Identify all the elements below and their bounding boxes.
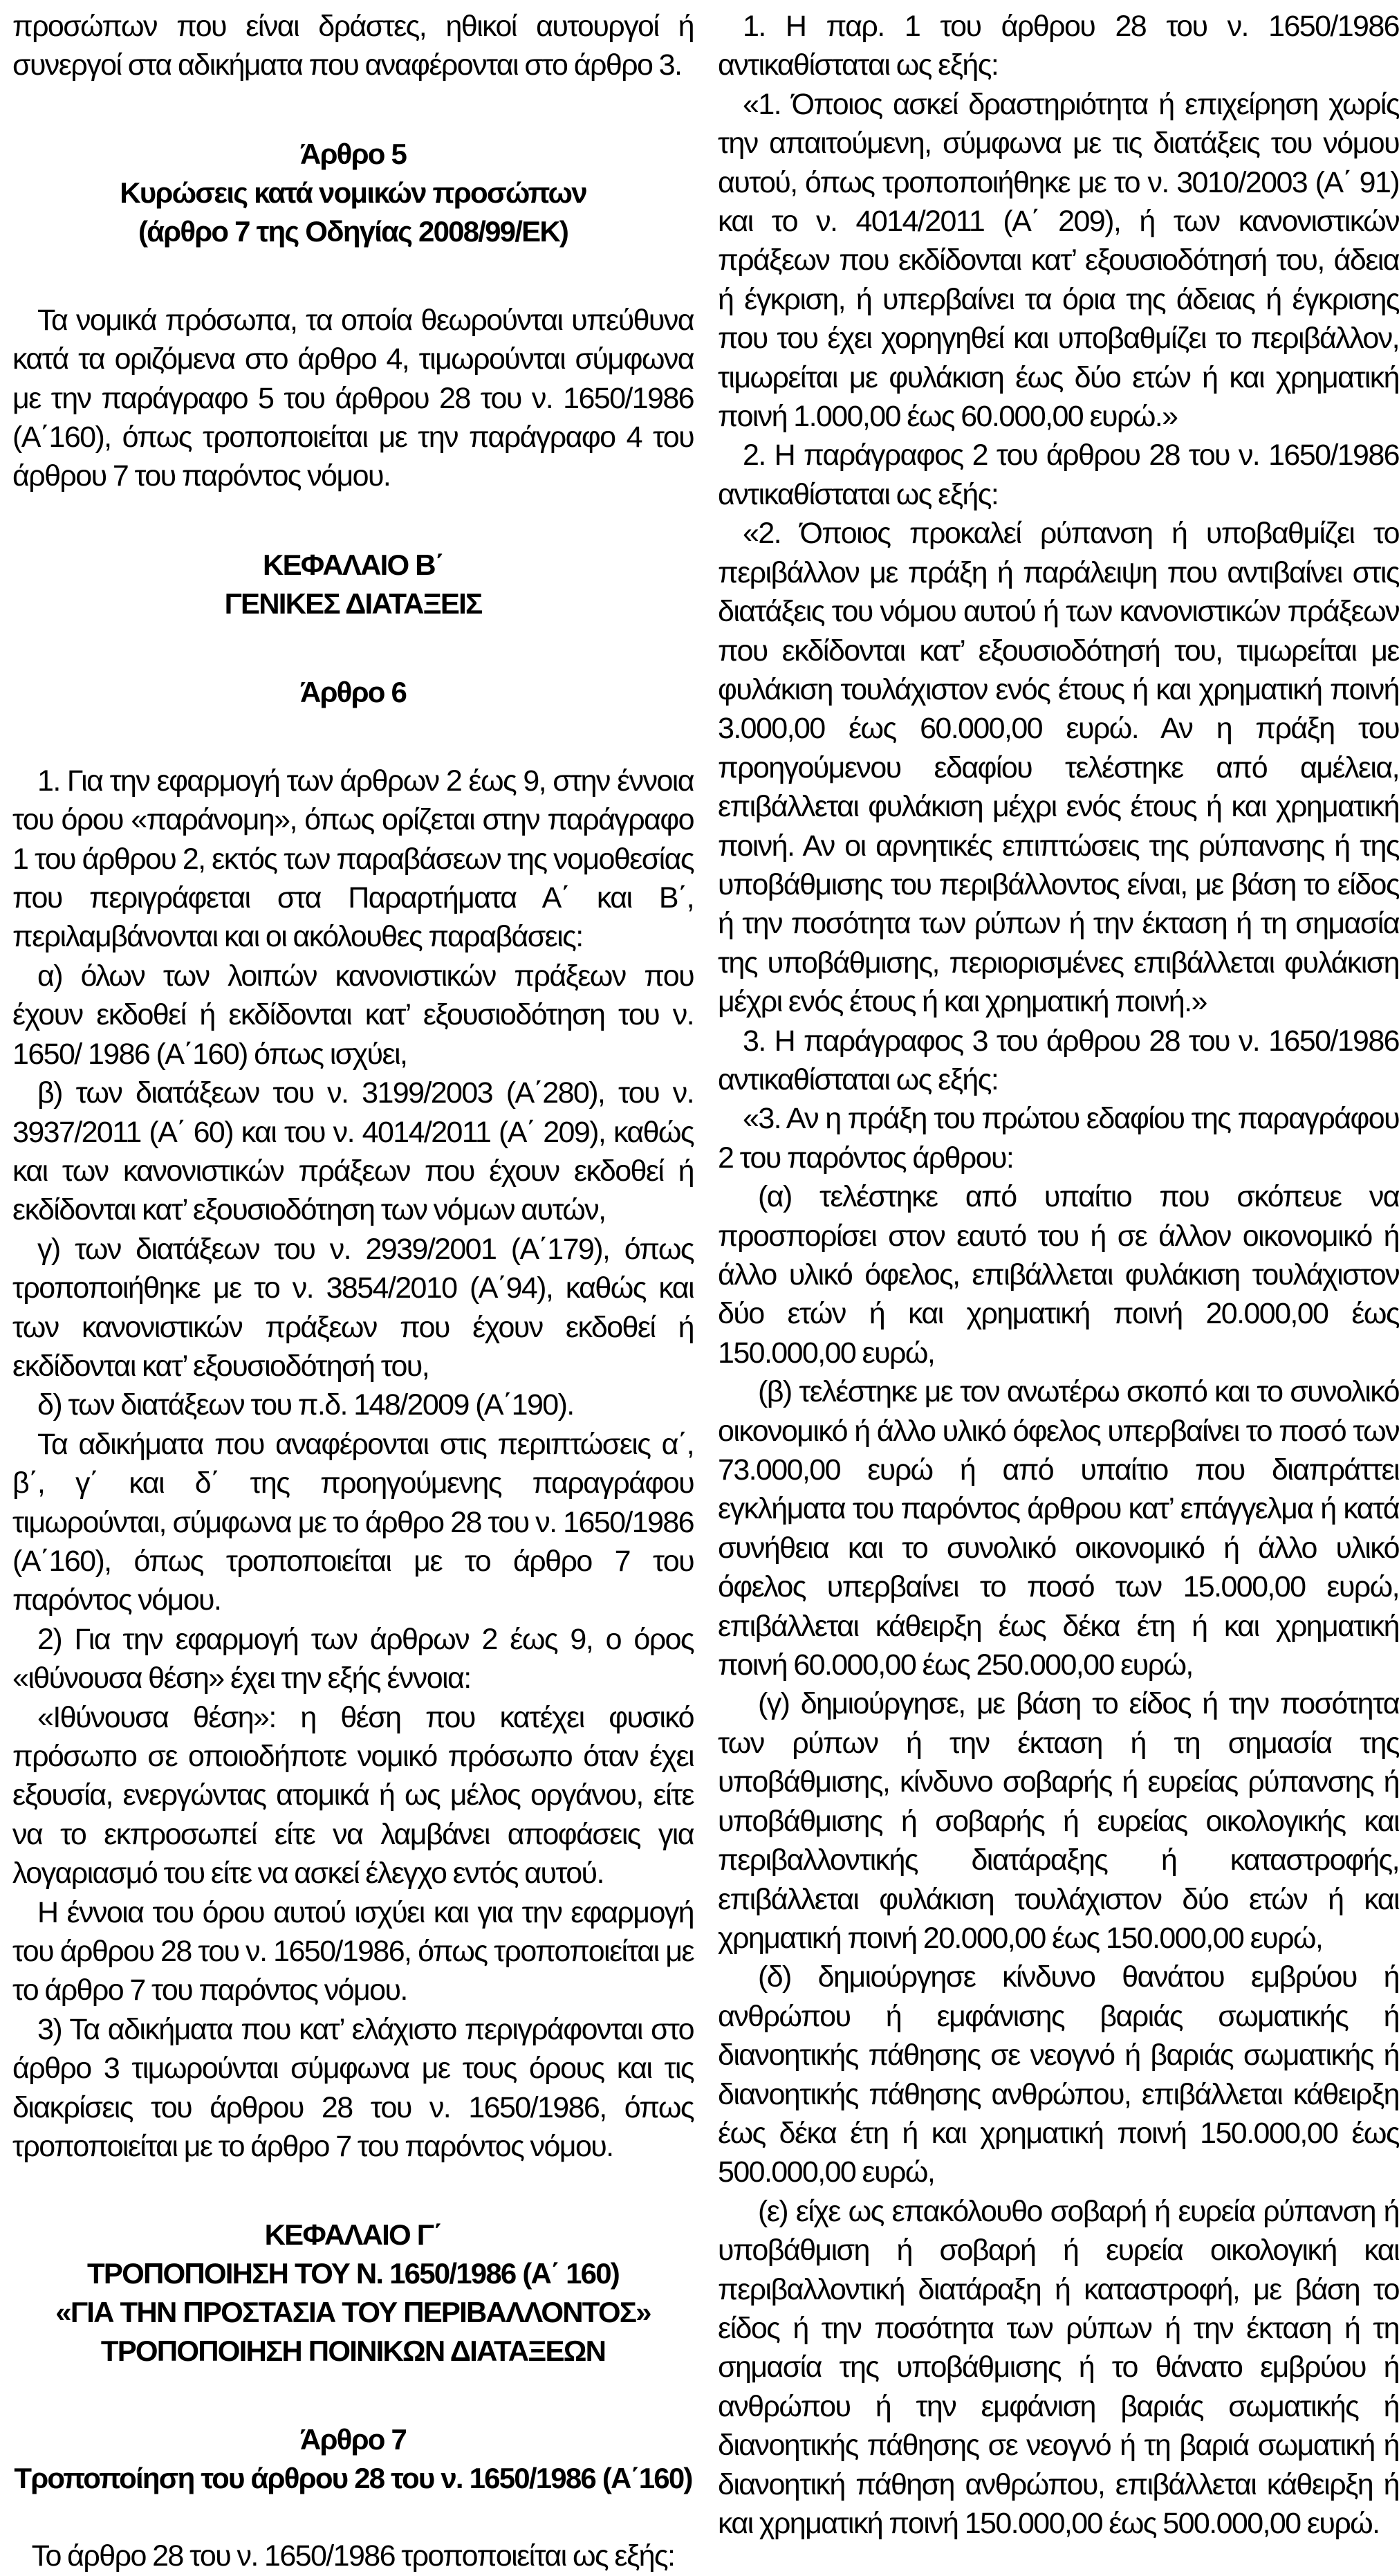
article-7-subtitle: Τροποποίηση του άρθρου 28 του ν. 1650/1986 (Α΄160) bbox=[14, 2462, 692, 2495]
article-7-heading bbox=[12, 2420, 694, 2498]
chapter-c-line: «ΓΙΑ ΤΗΝ ΠΡΟΣΤΑΣΙΑ ΤΟΥ ΠΕΡΙΒΑΛΛΟΝΤΟΣ» bbox=[55, 2296, 651, 2329]
amendment-paragraph: «3. Αν η πράξη του πρώτου εδαφίου της παραγράφου 2 του παρόντος άρθρου: bbox=[718, 1102, 1399, 1175]
article-6-title: Άρθρο 6 bbox=[299, 675, 407, 708]
article-6-paragraph: Τα αδικήματα που αναφέρονται στις περιπτώσεις α΄, β΄, γ΄ και δ΄ της προηγούμενης παραγράφου τιμωρούνται, σύμφωνα με το άρθρο 28 του ν. 1650/1986 (Α΄160), όπως τροποποιείται με το άρθρο 7 του παρόντος νόμου. bbox=[12, 1427, 694, 1617]
article-6-paragraph: 3) Τα αδικήματα που κατ’ ελάχιστο περιγράφονται στο άρθρο 3 τιμωρούνται σύμφωνα με τους όρους και τις διακρίσεις του άρθρου 28 του ν. 1650/1986, όπως τροποποιείται με το άρθρο 7 του παρόντος νόμου. bbox=[12, 2012, 694, 2164]
article-5-heading bbox=[12, 135, 694, 251]
article-7-title: Άρθρο 7 bbox=[299, 2423, 407, 2456]
chapter-b-title: ΚΕΦΑΛΑΙΟ Β΄ bbox=[263, 548, 443, 581]
amendment-case-e: (ε) είχε ως επακόλουθο σοβαρή ή ευρεία ρύπανση ή υποβάθμιση ή σοβαρή ή ευρεία οικολογική και περιβαλλοντική διατάραξη ή καταστροφή, με βάση το είδος ή την ποσότητα των ρύπων ή την έκταση ή τη σημασία της υποβάθμισης ή το θάνατο εμβρύου ή ανθρώπου ή την εμφάνιση βαριάς σωματικής ή διανοητικής πάθησης σε νεογνό ή τη βαριά σωματική ή διανοητική πάθηση ανθρώπου, επιβάλλεται κάθειρξη ή και χρηματική ποινή 150.000,00 έως 500.000,00 ευρώ. bbox=[718, 2194, 1399, 2540]
article-6-paragraph: Η έννοια του όρου αυτού ισχύει και για την εφαρμογή του άρθρου 28 του ν. 1650/1986, όπως τροποποιείται με το άρθρο 7 του παρόντος νόμου. bbox=[12, 1895, 694, 2007]
chapter-c-line: ΤΡΟΠΟΠΟΙΗΣΗ ΠΟΙΝΙΚΩΝ ΔΙΑΤΑΞΕΩΝ bbox=[100, 2335, 606, 2368]
amendment-paragraph: «2. Όποιος προκαλεί ρύπανση ή υποβαθμίζει το περιβάλλον με πράξη ή παράλειψη που αντιβαίνει στις διατάξεις του νόμου αυτού ή των κανονιστικών πράξεων που εκδίδονται κατ’ εξουσιοδότησή του, τιμωρείται με φυλάκιση τουλάχιστον ενός έτους ή και χρηματική ποινή 3.000,00 έως 60.000,00 ευρώ. Αν η πράξη του προηγούμενου εδαφίου τελέστηκε από αμέλεια, επιβάλλεται φυλάκιση μέχρι ενός έτους ή και χρηματική ποινή. Αν οι αρνητικές επιπτώσεις της ρύπανσης ή της υποβάθμισης του περιβάλλοντος είναι, με βάση το είδος ή την ποσότητα των ρύπων ή την έκταση ή τη σημασία της υποβάθμισης, περιορισμένες επιβάλλεται φυλάκιση μέχρι ενός έτους ή και χρηματική ποινή.» bbox=[718, 517, 1399, 1019]
article-6-paragraph: 1. Για την εφαρμογή των άρθρων 2 έως 9, στην έννοια του όρου «παράνομη», όπως ορίζεται στην παράγραφο 1 του άρθρου 2, εκτός των παραβάσεων της νομοθεσίας που περιγράφεται στα Παραρτήματα Α΄ και Β΄, περιλαμβάνονται και οι ακόλουθες παραβάσεις: bbox=[12, 764, 694, 954]
article-6-paragraph: α) όλων των λοιπών κανονιστικών πράξεων που έχουν εκδοθεί ή εκδίδονται κατ’ εξουσιοδότηση του ν. 1650/ 1986 (Α΄160) όπως ισχύει, bbox=[12, 959, 694, 1071]
amendment-case-c: (γ) δημιούργησε, με βάση το είδος ή την ποσότητα των ρύπων ή την έκταση ή τη σημασία της υποβάθμισης, κίνδυνο σοβαρής ή ευρείας ρύπανσης ή υποβάθμισης ή σοβαρής ή ευρείας οικολογικής και περιβαλλοντικής διατάραξης ή καταστροφής, επιβάλλεται φυλάκιση τουλάχιστον δύο ετών ή και χρηματική ποινή 20.000,00 έως 150.000,00 ευρώ, bbox=[718, 1687, 1399, 1955]
article-6-paragraph: β) των διατάξεων του ν. 3199/2003 (Α΄280), του ν. 3937/2011 (Α΄ 60) και του ν. 4014/2011 (Α΄ 209), καθώς και των κανονιστικών πράξεων που έχουν εκδοθεί ή εκδίδονται κατ’ εξουσιοδότηση των νόμων αυτών, bbox=[12, 1076, 694, 1227]
article-5-body: Τα νομικά πρόσωπα, τα οποία θεωρούνται υπεύθυνα κατά τα οριζόμενα στο άρθρο 4, τιμωρούνται σύμφωνα με την παράγραφο 5 του άρθρου 28 του ν. 1650/1986 (Α΄160), όπως τροποποιείται με την παράγραφο 4 του άρθρου 7 του παρόντος νόμου. bbox=[12, 303, 694, 493]
article-7-intro: Το άρθρο 28 του ν. 1650/1986 τροποποιείται ως εξής: bbox=[31, 2539, 675, 2573]
amendment-paragraph: 1. Η παρ. 1 του άρθρου 28 του ν. 1650/1986 αντικαθίσταται ως εξής: bbox=[718, 10, 1399, 82]
article-5-directive-ref: (άρθρο 7 της Οδηγίας 2008/99/ΕΚ) bbox=[138, 214, 568, 248]
chapter-c-heading bbox=[12, 2216, 694, 2371]
chapter-c-line: ΤΡΟΠΟΠΟΙΗΣΗ ΤΟΥ Ν. 1650/1986 (Α΄ 160) bbox=[87, 2257, 619, 2290]
article-5-subtitle: Κυρώσεις κατά νομικών προσώπων bbox=[120, 176, 586, 209]
chapter-b-heading bbox=[12, 546, 694, 623]
chapter-b-subtitle: ΓΕΝΙΚΕΣ ΔΙΑΤΑΞΕΙΣ bbox=[224, 587, 482, 620]
amendment-paragraph: 2. Η παράγραφος 2 του άρθρου 28 του ν. 1650/1986 αντικαθίσταται ως εξής: bbox=[718, 439, 1399, 511]
article-6-paragraph: 2) Για την εφαρμογή των άρθρων 2 έως 9, ο όρος «ιθύνουσα θέση» έχει την εξής έννοια: bbox=[12, 1622, 694, 1695]
article-6-paragraph: γ) των διατάξεων του ν. 2939/2001 (Α΄179), όπως τροποποιήθηκε με το ν. 3854/2010 (Α΄94), καθώς και των κανονιστικών πράξεων που έχουν εκδοθεί ή εκδίδονται κατ’ εξουσιοδότησή του, bbox=[12, 1232, 694, 1383]
article-6-paragraph: «Ιθύνουσα θέση»: η θέση που κατέχει φυσικό πρόσωπο σε οποιοδήποτε νομικό πρόσωπο όταν έχει εξουσία, ενεργώντας ατομικά ή ως μέλος οργάνου, είτε να το εκπροσωπεί είτε να λαμβάνει αποφάσεις για λογαριασμό του είτε να ασκεί έλεγχο εντός αυτού. bbox=[12, 1700, 694, 1890]
amendment-paragraph: «1. Όποιος ασκεί δραστηριότητα ή επιχείρηση χωρίς την απαιτούμενη, σύμφωνα με τις διατάξεις του νόμου αυτού, όπως τροποποιήθηκε με το ν. 3010/2003 (Α΄ 91) και το ν. 4014/2011 (Α΄ 209), ή των κανονιστικών πράξεων που εκδίδονται κατ’ εξουσιοδότησή του, άδεια ή έγκριση, ή υπερβαίνει τα όρια της άδειας ή έγκρισης που του έχει χορηγηθεί και υποβαθμίζει το περιβάλλον, τιμωρείται με φυλάκιση έως δύο ετών ή και χρηματική ποινή 1.000,00 έως 60.000,00 ευρώ.» bbox=[718, 87, 1399, 434]
amendment-paragraph: 3. Η παράγραφος 3 του άρθρου 28 του ν. 1650/1986 αντικαθίσταται ως εξής: bbox=[718, 1024, 1399, 1096]
amendment-case-b: (β) τελέστηκε με τον ανωτέρω σκοπό και το συνολικό οικονομικό ή άλλο υλικό όφελος υπερβαίνει το ποσό των 73.000,00 ευρώ ή από υπαίτιο που διαπράττει εγκλήματα του παρόντος άρθρου κατ’ επάγγελμα ή κατά συνήθεια και το συνολικό οικονομικό ή άλλο υλικό όφελος υπερβαίνει το ποσό των 15.000,00 ευρώ, επιβάλλεται κάθειρξη έως δέκα έτη ή και χρηματική ποινή 60.000,00 έως 250.000,00 ευρώ, bbox=[718, 1375, 1399, 1682]
chapter-c-title: ΚΕΦΑΛΑΙΟ Γ΄ bbox=[264, 2218, 442, 2252]
right-column bbox=[718, 7, 1399, 2543]
article-5-title: Άρθρο 5 bbox=[299, 137, 407, 170]
amendment-case-a: (α) τελέστηκε από υπαίτιο που σκόπευε να προσπορίσει στον εαυτό του ή σε άλλον οικονομικό ή άλλο υλικό όφελος, επιβάλλεται φυλάκιση τουλάχιστον δύο ετών ή και χρηματική ποινή 20.000,00 έως 150.000,00 ευρώ, bbox=[718, 1180, 1399, 1370]
article-6-paragraph: δ) των διατάξεων του π.δ. 148/2009 (Α΄190). bbox=[37, 1388, 574, 1422]
left-column bbox=[12, 7, 694, 2576]
intro-continuation: προσώπων που είναι δράστες, ηθικοί αυτουργοί ή συνεργοί στα αδικήματα που αναφέρονται στο άρθρο 3. bbox=[12, 10, 694, 82]
article-6-body bbox=[12, 762, 694, 2166]
amendment-case-d: (δ) δημιούργησε κίνδυνο θανάτου εμβρύου ή ανθρώπου ή εμφάνισης βαριάς σωματικής ή διανοητικής πάθησης σε νεογνό ή βαριάς σωματικής ή διανοητικής πάθησης ανθρώπου, επιβάλλεται κάθειρξη έως δέκα έτη ή και χρηματική ποινή 150.000,00 έως 500.000,00 ευρώ, bbox=[718, 1960, 1399, 2189]
